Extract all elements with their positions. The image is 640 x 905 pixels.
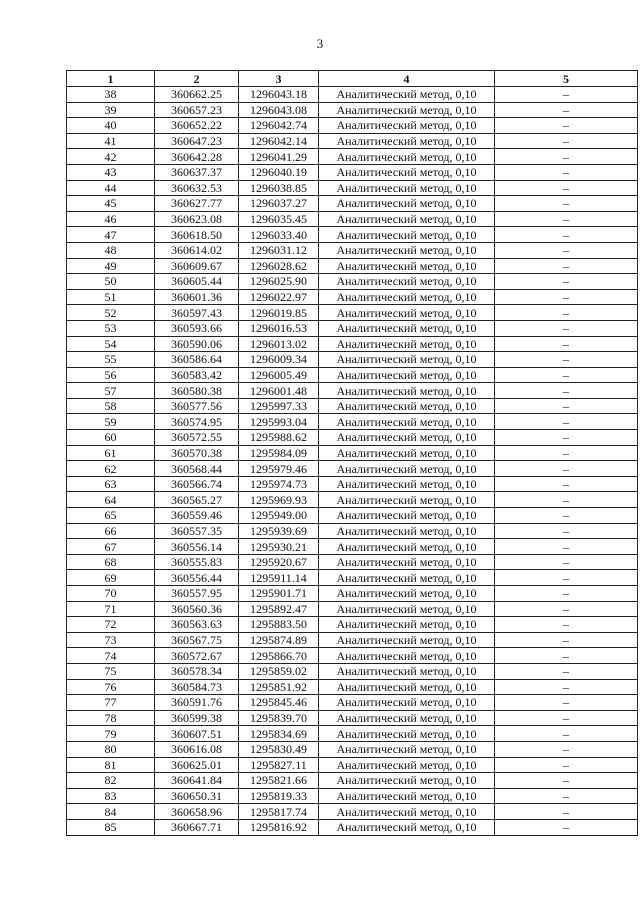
y-coordinate-cell: 1296025.90: [239, 274, 319, 290]
y-coordinate-cell: 1296016.53: [239, 320, 319, 336]
method-cell: Аналитический метод, 0,10: [319, 258, 495, 274]
page-number: 3: [316, 36, 324, 51]
method-cell: Аналитический метод, 0,10: [319, 476, 495, 492]
table-row: [67, 804, 638, 820]
table-row: [67, 274, 638, 290]
y-coordinate-cell: 1296037.27: [239, 196, 319, 212]
y-coordinate-cell: 1295993.04: [239, 414, 319, 430]
y-coordinate-cell: 1296013.02: [239, 336, 319, 352]
table-row: [67, 695, 638, 711]
y-coordinate-cell: 1295827.11: [239, 757, 319, 773]
point-number-cell: 65: [67, 508, 155, 524]
y-coordinate-cell: 1296031.12: [239, 242, 319, 258]
y-coordinate-cell: 1296019.85: [239, 305, 319, 321]
method-cell: Аналитический метод, 0,10: [319, 726, 495, 742]
y-coordinate-cell: 1295851.92: [239, 679, 319, 695]
note-cell: –: [495, 87, 638, 103]
table-row: [67, 320, 638, 336]
point-number-cell: 61: [67, 445, 155, 461]
table-row: [67, 149, 638, 165]
y-coordinate-cell: 1296038.85: [239, 180, 319, 196]
note-cell: –: [495, 336, 638, 352]
point-number-cell: 70: [67, 586, 155, 602]
note-cell: –: [495, 320, 638, 336]
y-coordinate-cell: 1295883.50: [239, 617, 319, 633]
point-number-cell: 67: [67, 539, 155, 555]
x-coordinate-cell: 360614.02: [155, 242, 239, 258]
method-cell: Аналитический метод, 0,10: [319, 320, 495, 336]
point-number-cell: 40: [67, 118, 155, 134]
point-number-cell: 45: [67, 196, 155, 212]
table-row: [67, 679, 638, 695]
note-cell: –: [495, 289, 638, 305]
y-coordinate-cell: 1295816.92: [239, 819, 319, 835]
table-row: [67, 492, 638, 508]
y-coordinate-cell: 1296028.62: [239, 258, 319, 274]
x-coordinate-cell: 360616.08: [155, 741, 239, 757]
table-row: [67, 398, 638, 414]
point-number-cell: 60: [67, 430, 155, 446]
method-cell: Аналитический метод, 0,10: [319, 632, 495, 648]
x-coordinate-cell: 360641.84: [155, 773, 239, 789]
x-coordinate-cell: 360556.14: [155, 539, 239, 555]
table-row: [67, 663, 638, 679]
y-coordinate-cell: 1296022.97: [239, 289, 319, 305]
table-row: [67, 445, 638, 461]
table-row: [67, 133, 638, 149]
method-cell: Аналитический метод, 0,10: [319, 523, 495, 539]
point-number-cell: 50: [67, 274, 155, 290]
x-coordinate-cell: 360647.23: [155, 133, 239, 149]
x-coordinate-cell: 360627.77: [155, 196, 239, 212]
point-number-cell: 49: [67, 258, 155, 274]
point-number-cell: 59: [67, 414, 155, 430]
x-coordinate-cell: 360560.36: [155, 601, 239, 617]
point-number-cell: 82: [67, 773, 155, 789]
point-number-cell: 43: [67, 164, 155, 180]
point-number-cell: 48: [67, 242, 155, 258]
note-cell: –: [495, 133, 638, 149]
x-coordinate-cell: 360591.76: [155, 695, 239, 711]
table-row: [67, 102, 638, 118]
method-cell: Аналитический метод, 0,10: [319, 819, 495, 835]
method-cell: Аналитический метод, 0,10: [319, 352, 495, 368]
x-coordinate-cell: 360557.35: [155, 523, 239, 539]
point-number-cell: 77: [67, 695, 155, 711]
point-number-cell: 71: [67, 601, 155, 617]
method-cell: Аналитический метод, 0,10: [319, 414, 495, 430]
method-cell: Аналитический метод, 0,10: [319, 133, 495, 149]
y-coordinate-cell: 1295997.33: [239, 398, 319, 414]
table-row: [67, 118, 638, 134]
table-row: [67, 87, 638, 103]
point-number-cell: 75: [67, 663, 155, 679]
note-cell: –: [495, 258, 638, 274]
y-coordinate-cell: 1296033.40: [239, 227, 319, 243]
point-number-cell: 64: [67, 492, 155, 508]
table-row: [67, 227, 638, 243]
x-coordinate-cell: 360593.66: [155, 320, 239, 336]
x-coordinate-cell: 360584.73: [155, 679, 239, 695]
coordinates-table: [66, 70, 638, 836]
y-coordinate-cell: 1295845.46: [239, 695, 319, 711]
method-cell: Аналитический метод, 0,10: [319, 492, 495, 508]
y-coordinate-cell: 1295817.74: [239, 804, 319, 820]
point-number-cell: 62: [67, 461, 155, 477]
note-cell: –: [495, 227, 638, 243]
y-coordinate-cell: 1295930.21: [239, 539, 319, 555]
point-number-cell: 56: [67, 367, 155, 383]
point-number-cell: 72: [67, 617, 155, 633]
y-coordinate-cell: 1295834.69: [239, 726, 319, 742]
note-cell: –: [495, 508, 638, 524]
y-coordinate-cell: 1296042.14: [239, 133, 319, 149]
point-number-cell: 55: [67, 352, 155, 368]
note-cell: –: [495, 570, 638, 586]
x-coordinate-cell: 360590.06: [155, 336, 239, 352]
point-number-cell: 46: [67, 211, 155, 227]
table-row: [67, 414, 638, 430]
x-coordinate-cell: 360637.37: [155, 164, 239, 180]
method-cell: Аналитический метод, 0,10: [319, 242, 495, 258]
point-number-cell: 74: [67, 648, 155, 664]
table-row: [67, 180, 638, 196]
point-number-cell: 52: [67, 305, 155, 321]
method-cell: Аналитический метод, 0,10: [319, 305, 495, 321]
method-cell: Аналитический метод, 0,10: [319, 180, 495, 196]
table-row: [67, 508, 638, 524]
point-number-cell: 80: [67, 741, 155, 757]
method-cell: Аналитический метод, 0,10: [319, 679, 495, 695]
method-cell: Аналитический метод, 0,10: [319, 383, 495, 399]
note-cell: –: [495, 461, 638, 477]
y-coordinate-cell: 1296043.08: [239, 102, 319, 118]
x-coordinate-cell: 360557.95: [155, 586, 239, 602]
note-cell: –: [495, 741, 638, 757]
y-coordinate-cell: 1295979.46: [239, 461, 319, 477]
method-cell: Аналитический метод, 0,10: [319, 554, 495, 570]
table-row: [67, 289, 638, 305]
method-cell: Аналитический метод, 0,10: [319, 648, 495, 664]
x-coordinate-cell: 360625.01: [155, 757, 239, 773]
y-coordinate-cell: 1296035.45: [239, 211, 319, 227]
column-header-4: 4: [319, 71, 495, 87]
x-coordinate-cell: 360577.56: [155, 398, 239, 414]
table-row: [67, 601, 638, 617]
x-coordinate-cell: 360607.51: [155, 726, 239, 742]
method-cell: Аналитический метод, 0,10: [319, 570, 495, 586]
y-coordinate-cell: 1296043.18: [239, 87, 319, 103]
note-cell: –: [495, 695, 638, 711]
note-cell: –: [495, 523, 638, 539]
x-coordinate-cell: 360609.67: [155, 258, 239, 274]
note-cell: –: [495, 492, 638, 508]
method-cell: Аналитический метод, 0,10: [319, 211, 495, 227]
method-cell: Аналитический метод, 0,10: [319, 461, 495, 477]
y-coordinate-cell: 1296040.19: [239, 164, 319, 180]
x-coordinate-cell: 360667.71: [155, 819, 239, 835]
point-number-cell: 53: [67, 320, 155, 336]
note-cell: –: [495, 757, 638, 773]
y-coordinate-cell: 1295830.49: [239, 741, 319, 757]
x-coordinate-cell: 360618.50: [155, 227, 239, 243]
note-cell: –: [495, 710, 638, 726]
table-row: [67, 523, 638, 539]
note-cell: –: [495, 663, 638, 679]
x-coordinate-cell: 360601.36: [155, 289, 239, 305]
table-row: [67, 710, 638, 726]
point-number-cell: 57: [67, 383, 155, 399]
x-coordinate-cell: 360599.38: [155, 710, 239, 726]
note-cell: –: [495, 430, 638, 446]
method-cell: Аналитический метод, 0,10: [319, 586, 495, 602]
table-body: [67, 87, 638, 836]
y-coordinate-cell: 1295920.67: [239, 554, 319, 570]
method-cell: Аналитический метод, 0,10: [319, 663, 495, 679]
method-cell: Аналитический метод, 0,10: [319, 788, 495, 804]
x-coordinate-cell: 360568.44: [155, 461, 239, 477]
x-coordinate-cell: 360556.44: [155, 570, 239, 586]
x-coordinate-cell: 360572.55: [155, 430, 239, 446]
note-cell: –: [495, 726, 638, 742]
point-number-cell: 83: [67, 788, 155, 804]
x-coordinate-cell: 360605.44: [155, 274, 239, 290]
note-cell: –: [495, 804, 638, 820]
y-coordinate-cell: 1295819.33: [239, 788, 319, 804]
table-row: [67, 586, 638, 602]
x-coordinate-cell: 360632.53: [155, 180, 239, 196]
note-cell: –: [495, 414, 638, 430]
note-cell: –: [495, 242, 638, 258]
table-row: [67, 461, 638, 477]
y-coordinate-cell: 1295988.62: [239, 430, 319, 446]
table-row: [67, 352, 638, 368]
point-number-cell: 44: [67, 180, 155, 196]
x-coordinate-cell: 360662.25: [155, 87, 239, 103]
column-header-2: 2: [155, 71, 239, 87]
y-coordinate-cell: 1295874.89: [239, 632, 319, 648]
point-number-cell: 42: [67, 149, 155, 165]
method-cell: Аналитический метод, 0,10: [319, 773, 495, 789]
note-cell: –: [495, 601, 638, 617]
point-number-cell: 76: [67, 679, 155, 695]
y-coordinate-cell: 1296041.29: [239, 149, 319, 165]
point-number-cell: 79: [67, 726, 155, 742]
note-cell: –: [495, 819, 638, 835]
method-cell: Аналитический метод, 0,10: [319, 149, 495, 165]
method-cell: Аналитический метод, 0,10: [319, 601, 495, 617]
point-number-cell: 68: [67, 554, 155, 570]
method-cell: Аналитический метод, 0,10: [319, 398, 495, 414]
note-cell: –: [495, 773, 638, 789]
method-cell: Аналитический метод, 0,10: [319, 196, 495, 212]
method-cell: Аналитический метод, 0,10: [319, 102, 495, 118]
table-row: [67, 430, 638, 446]
table-row: [67, 554, 638, 570]
y-coordinate-cell: 1295892.47: [239, 601, 319, 617]
method-cell: Аналитический метод, 0,10: [319, 741, 495, 757]
note-cell: –: [495, 539, 638, 555]
x-coordinate-cell: 360565.27: [155, 492, 239, 508]
point-number-cell: 39: [67, 102, 155, 118]
y-coordinate-cell: 1296009.34: [239, 352, 319, 368]
note-cell: –: [495, 352, 638, 368]
note-cell: –: [495, 118, 638, 134]
x-coordinate-cell: 360657.23: [155, 102, 239, 118]
point-number-cell: 81: [67, 757, 155, 773]
table-row: [67, 741, 638, 757]
point-number-cell: 85: [67, 819, 155, 835]
y-coordinate-cell: 1295866.70: [239, 648, 319, 664]
method-cell: Аналитический метод, 0,10: [319, 508, 495, 524]
note-cell: –: [495, 149, 638, 165]
table-row: [67, 242, 638, 258]
x-coordinate-cell: 360580.38: [155, 383, 239, 399]
note-cell: –: [495, 632, 638, 648]
method-cell: Аналитический метод, 0,10: [319, 804, 495, 820]
method-cell: Аналитический метод, 0,10: [319, 617, 495, 633]
y-coordinate-cell: 1296005.49: [239, 367, 319, 383]
method-cell: Аналитический метод, 0,10: [319, 164, 495, 180]
x-coordinate-cell: 360574.95: [155, 414, 239, 430]
y-coordinate-cell: 1295839.70: [239, 710, 319, 726]
x-coordinate-cell: 360597.43: [155, 305, 239, 321]
x-coordinate-cell: 360623.08: [155, 211, 239, 227]
table-row: [67, 617, 638, 633]
note-cell: –: [495, 788, 638, 804]
table-row: [67, 336, 638, 352]
y-coordinate-cell: 1295821.66: [239, 773, 319, 789]
table-row: [67, 196, 638, 212]
x-coordinate-cell: 360586.64: [155, 352, 239, 368]
method-cell: Аналитический метод, 0,10: [319, 430, 495, 446]
method-cell: Аналитический метод, 0,10: [319, 695, 495, 711]
table-row: [67, 788, 638, 804]
x-coordinate-cell: 360642.28: [155, 149, 239, 165]
table-row: [67, 258, 638, 274]
table-row: [67, 819, 638, 835]
point-number-cell: 73: [67, 632, 155, 648]
method-cell: Аналитический метод, 0,10: [319, 539, 495, 555]
table-row: [67, 757, 638, 773]
y-coordinate-cell: 1295859.02: [239, 663, 319, 679]
note-cell: –: [495, 445, 638, 461]
y-coordinate-cell: 1296042.74: [239, 118, 319, 134]
x-coordinate-cell: 360563.63: [155, 617, 239, 633]
y-coordinate-cell: 1296001.48: [239, 383, 319, 399]
y-coordinate-cell: 1295984.09: [239, 445, 319, 461]
table-row: [67, 476, 638, 492]
point-number-cell: 66: [67, 523, 155, 539]
method-cell: Аналитический метод, 0,10: [319, 367, 495, 383]
x-coordinate-cell: 360658.96: [155, 804, 239, 820]
table-header-row: [67, 71, 638, 87]
point-number-cell: 38: [67, 87, 155, 103]
note-cell: –: [495, 102, 638, 118]
note-cell: –: [495, 554, 638, 570]
note-cell: –: [495, 679, 638, 695]
method-cell: Аналитический метод, 0,10: [319, 710, 495, 726]
note-cell: –: [495, 164, 638, 180]
table-row: [67, 726, 638, 742]
method-cell: Аналитический метод, 0,10: [319, 227, 495, 243]
x-coordinate-cell: 360559.46: [155, 508, 239, 524]
point-number-cell: 47: [67, 227, 155, 243]
point-number-cell: 78: [67, 710, 155, 726]
y-coordinate-cell: 1295969.93: [239, 492, 319, 508]
x-coordinate-cell: 360566.74: [155, 476, 239, 492]
table-row: [67, 164, 638, 180]
note-cell: –: [495, 617, 638, 633]
table-row: [67, 367, 638, 383]
x-coordinate-cell: 360555.83: [155, 554, 239, 570]
method-cell: Аналитический метод, 0,10: [319, 87, 495, 103]
y-coordinate-cell: 1295939.69: [239, 523, 319, 539]
table-row: [67, 383, 638, 399]
column-header-1: 1: [67, 71, 155, 87]
note-cell: –: [495, 196, 638, 212]
point-number-cell: 51: [67, 289, 155, 305]
column-header-5: 5: [495, 71, 638, 87]
note-cell: –: [495, 211, 638, 227]
point-number-cell: 54: [67, 336, 155, 352]
table-row: [67, 648, 638, 664]
method-cell: Аналитический метод, 0,10: [319, 336, 495, 352]
table-row: [67, 211, 638, 227]
x-coordinate-cell: 360570.38: [155, 445, 239, 461]
point-number-cell: 69: [67, 570, 155, 586]
x-coordinate-cell: 360583.42: [155, 367, 239, 383]
x-coordinate-cell: 360567.75: [155, 632, 239, 648]
column-header-3: 3: [239, 71, 319, 87]
x-coordinate-cell: 360650.31: [155, 788, 239, 804]
y-coordinate-cell: 1295901.71: [239, 586, 319, 602]
method-cell: Аналитический метод, 0,10: [319, 118, 495, 134]
y-coordinate-cell: 1295911.14: [239, 570, 319, 586]
table-row: [67, 570, 638, 586]
x-coordinate-cell: 360572.67: [155, 648, 239, 664]
table-row: [67, 305, 638, 321]
table-row: [67, 773, 638, 789]
table-row: [67, 539, 638, 555]
note-cell: –: [495, 476, 638, 492]
y-coordinate-cell: 1295949.00: [239, 508, 319, 524]
note-cell: –: [495, 648, 638, 664]
method-cell: Аналитический метод, 0,10: [319, 445, 495, 461]
note-cell: –: [495, 305, 638, 321]
note-cell: –: [495, 586, 638, 602]
note-cell: –: [495, 180, 638, 196]
note-cell: –: [495, 383, 638, 399]
x-coordinate-cell: 360652.22: [155, 118, 239, 134]
note-cell: –: [495, 367, 638, 383]
method-cell: Аналитический метод, 0,10: [319, 274, 495, 290]
point-number-cell: 41: [67, 133, 155, 149]
x-coordinate-cell: 360578.34: [155, 663, 239, 679]
method-cell: Аналитический метод, 0,10: [319, 289, 495, 305]
note-cell: –: [495, 398, 638, 414]
point-number-cell: 84: [67, 804, 155, 820]
point-number-cell: 58: [67, 398, 155, 414]
note-cell: –: [495, 274, 638, 290]
y-coordinate-cell: 1295974.73: [239, 476, 319, 492]
point-number-cell: 63: [67, 476, 155, 492]
method-cell: Аналитический метод, 0,10: [319, 757, 495, 773]
table-row: [67, 632, 638, 648]
